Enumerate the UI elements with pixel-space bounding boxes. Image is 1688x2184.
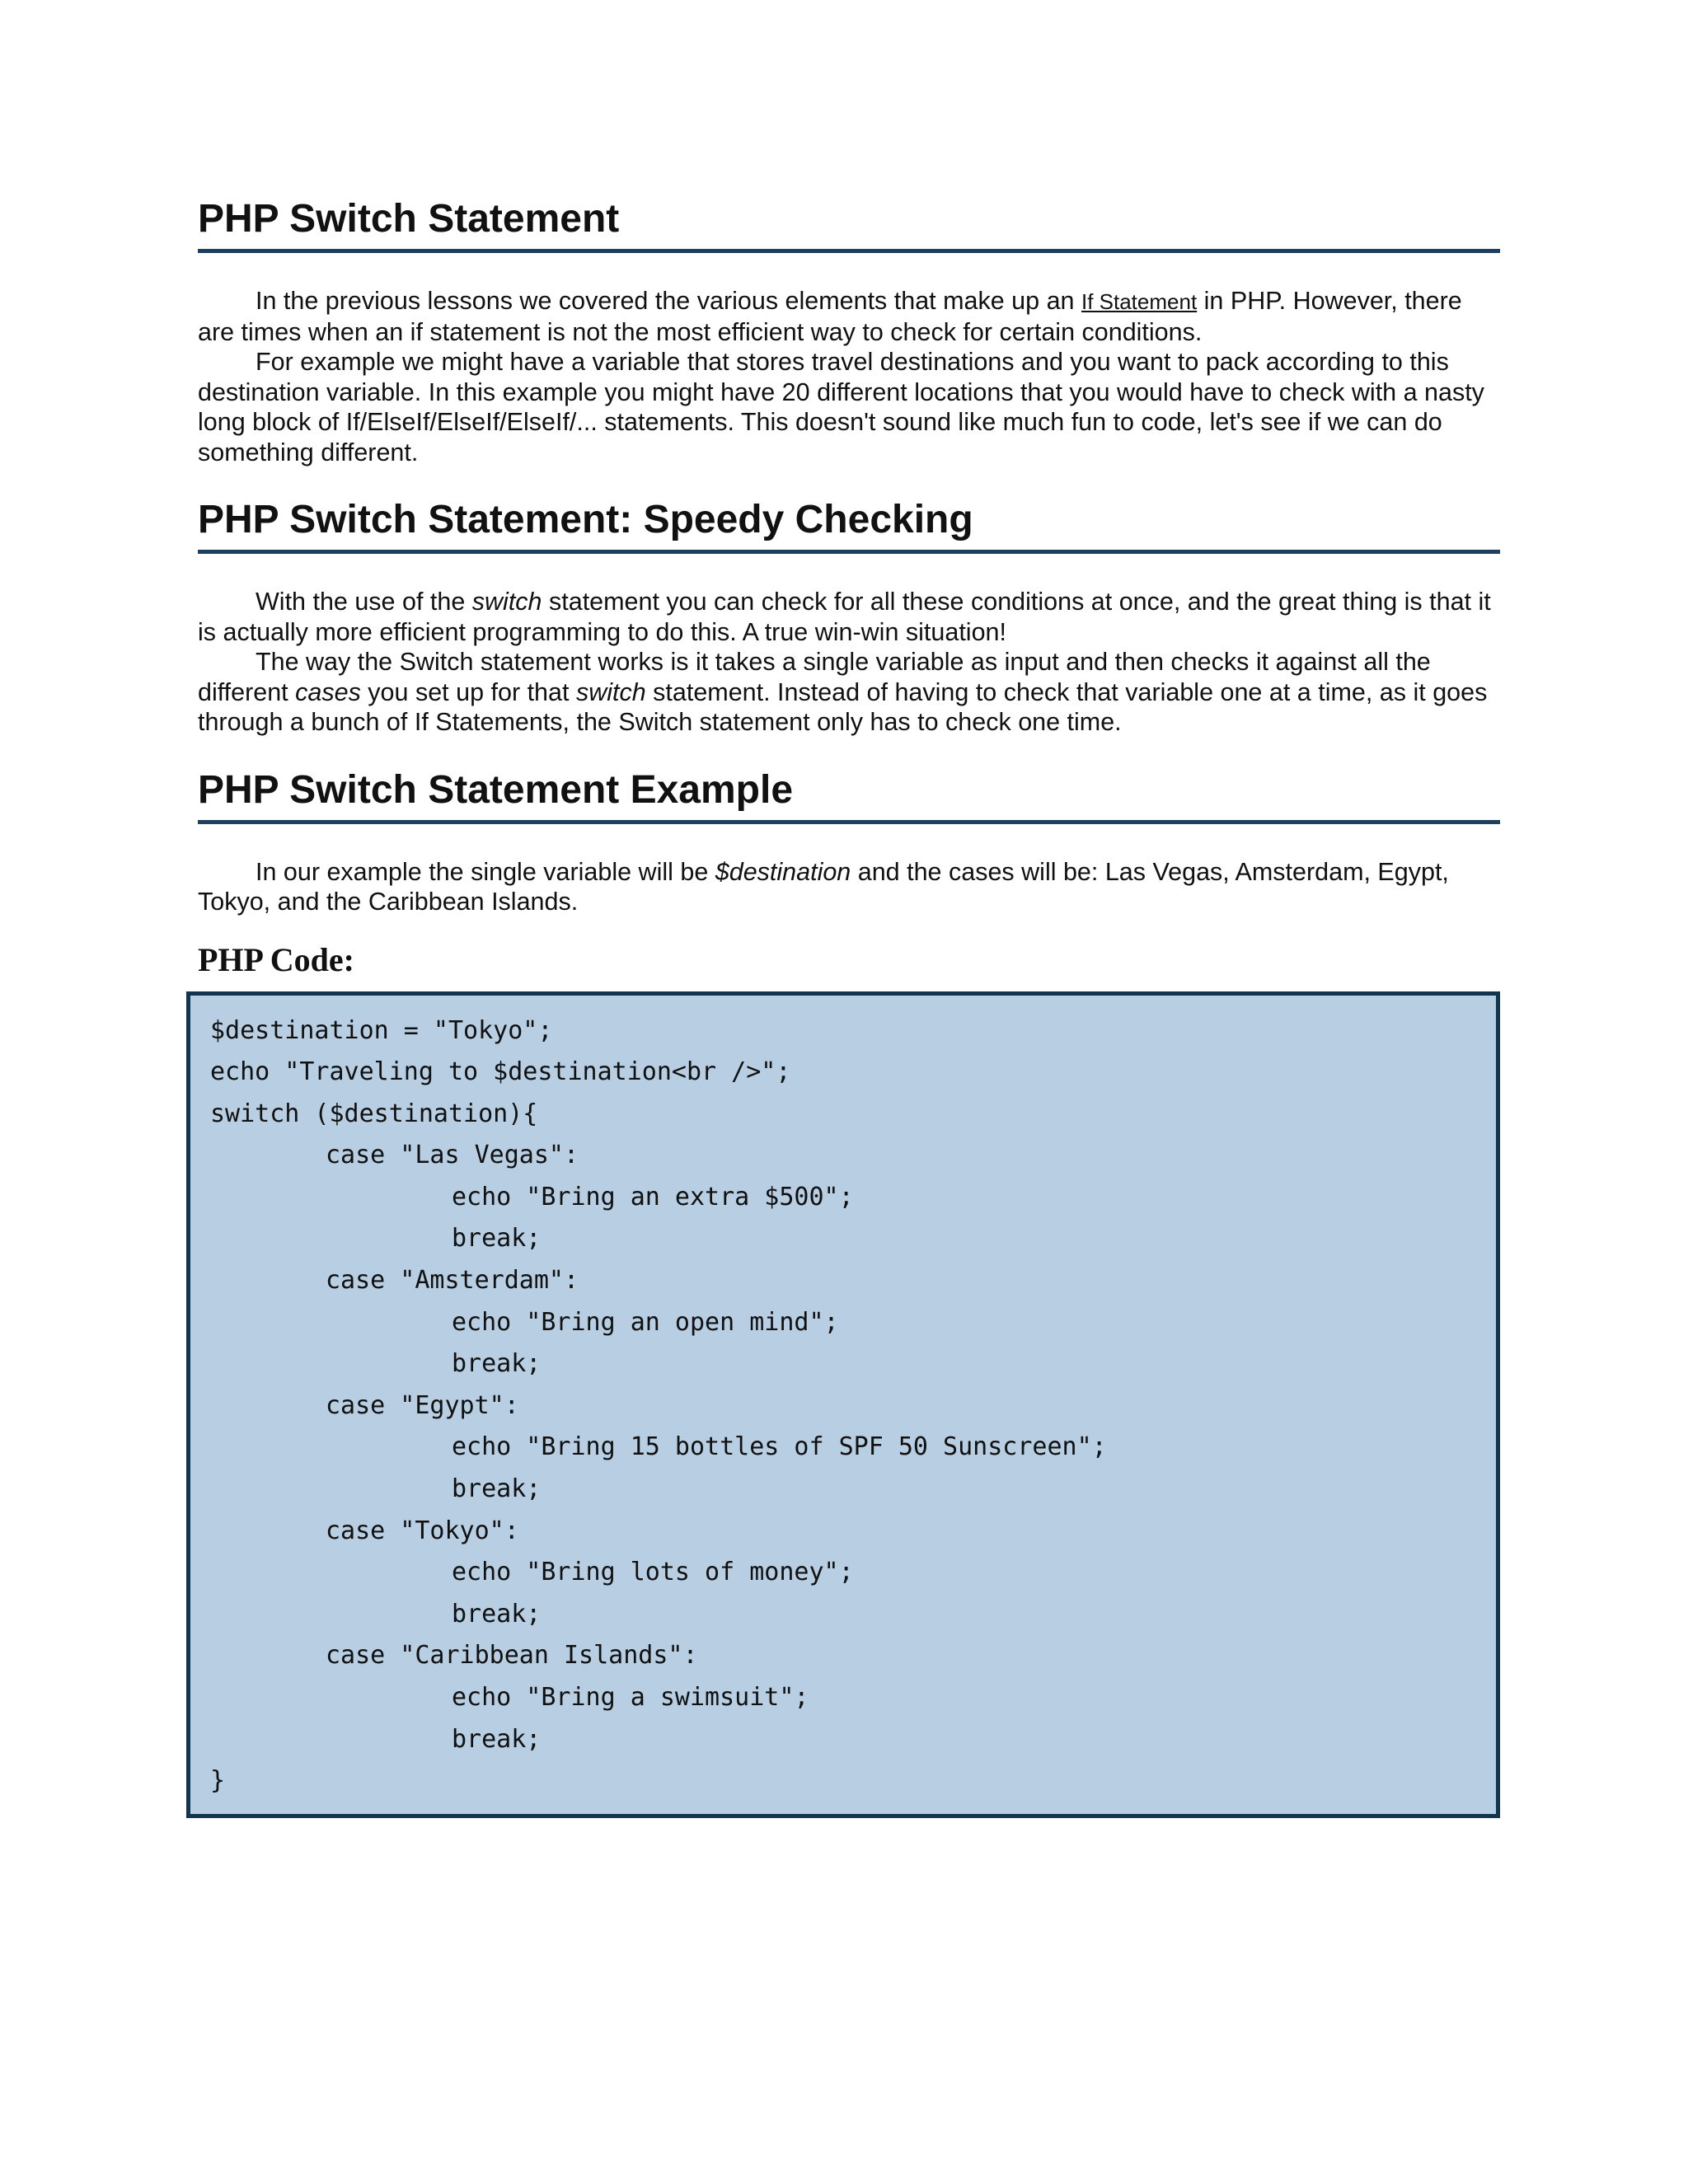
- paragraph-text: in PHP. However, there are times when an if statement is not the most efficient way to check for certain conditions.: [198, 287, 1462, 346]
- code-line: break;: [452, 1474, 542, 1504]
- section-body: [198, 587, 1500, 738]
- paragraph-text: statement you can check for all these conditions at once, and the great thing is that it is actually more efficient programming to do this. A true win-win situation!: [198, 588, 1491, 646]
- paragraph: [198, 857, 1500, 917]
- emphasis-text: switch: [471, 588, 542, 616]
- code-line: case "Las Vegas":: [326, 1141, 579, 1170]
- paragraph-text: statement. Instead of having to check that variable one at a time, as it goes through a bunch of If Statements, the Switch statement only has to check one time.: [198, 677, 1488, 736]
- code-line: case "Tokyo":: [326, 1516, 519, 1545]
- code-line: case "Amsterdam":: [326, 1266, 579, 1296]
- section-body: [198, 857, 1500, 917]
- code-block: [186, 991, 1500, 1818]
- code-line: echo "Traveling to $destination<br />";: [210, 1057, 791, 1087]
- section-title: PHP Switch Statement: [198, 194, 1500, 253]
- section-body: [198, 286, 1500, 467]
- code-heading: PHP Code:: [198, 940, 354, 978]
- code-line: echo "Bring lots of money";: [452, 1558, 854, 1587]
- paragraph: [198, 647, 1500, 738]
- paragraph-text: and the cases will be: Las Vegas, Amsterdam, Egypt, Tokyo, and the Caribbean Islands.: [198, 857, 1449, 916]
- code-line: case "Caribbean Islands":: [326, 1641, 698, 1671]
- code-line: break;: [452, 1224, 542, 1254]
- emphasis-text: cases: [295, 677, 361, 706]
- document-page: [198, 194, 1500, 1846]
- code-line: case "Egypt":: [326, 1390, 519, 1420]
- code-line: break;: [452, 1599, 542, 1629]
- code-line: echo "Bring 15 bottles of SPF 50 Sunscreen";: [452, 1432, 1107, 1462]
- section-switch-statement: [198, 194, 1500, 467]
- section-example: [198, 766, 1500, 1818]
- code-line: break;: [452, 1724, 542, 1754]
- paragraph-text: In the previous lessons we covered the various elements that make up an: [256, 287, 1081, 315]
- paragraph: [198, 587, 1500, 647]
- paragraph-text: In our example the single variable will be: [256, 857, 715, 886]
- code-line: break;: [452, 1349, 542, 1379]
- paragraph: [198, 286, 1500, 347]
- code-line: echo "Bring an extra $500";: [452, 1182, 854, 1212]
- code-line: $destination = "Tokyo";: [210, 1015, 553, 1045]
- paragraph-text: you set up for that: [360, 677, 576, 706]
- code-line: echo "Bring a swimsuit";: [452, 1683, 809, 1712]
- section-title: PHP Switch Statement: Speedy Checking: [198, 495, 1500, 554]
- section-speedy-checking: [198, 495, 1500, 738]
- emphasis-text: $destination: [715, 857, 851, 886]
- paragraph-text: The way the Switch statement works is it takes a single variable as input and then checks it against all the different: [198, 648, 1431, 706]
- code-line: }: [210, 1766, 226, 1796]
- section-title: PHP Switch Statement Example: [198, 766, 1500, 824]
- emphasis-text: switch: [575, 677, 646, 706]
- code-line: echo "Bring an open mind";: [452, 1307, 839, 1337]
- paragraph: For example we might have a variable that stores travel destinations and you want to pack according to this destination variable. In this example you might have 20 different locations that you would have to check with a nasty long block of If/ElseIf/ElseIf/ElseIf/... statements. This doesn't sound like much fun to code, let's see if we can do something different.: [198, 348, 1484, 466]
- code-line: switch ($destination){: [210, 1099, 538, 1128]
- paragraph-text: With the use of the: [256, 588, 472, 616]
- if-statement-link[interactable]: If Statement: [1081, 289, 1198, 314]
